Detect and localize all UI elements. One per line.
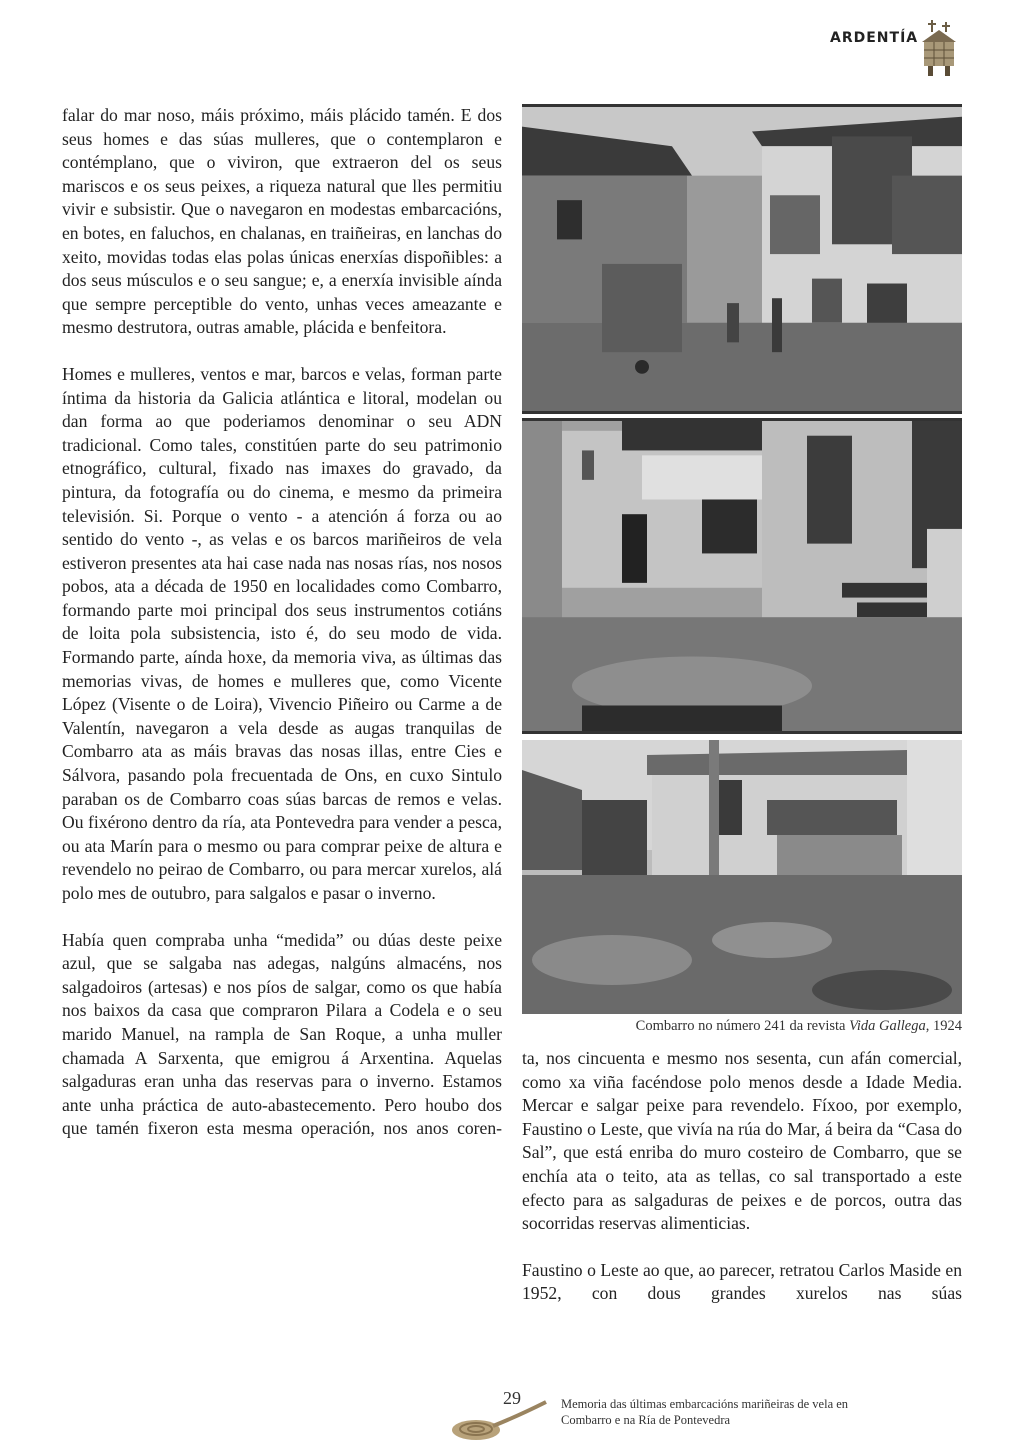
running-header-brand: ARDENTÍA <box>830 30 919 46</box>
paragraph-comercial: ta, nos cincuenta e mesmo nos sesenta, cun afán comercial, como xa viña facéndose polo menos desde a Idade Media. Mercar e salgar peixe para revendelo. Fíxoo, por exemplo, Faustino o Leste, que vivía na rúa do Mar, á beira da “Casa do Sal”, que está enriba do muro costeiro de Combarro, que se enchía ata o teito, ata as tellas, co sal transportado a este efecto para as salgaduras de peixes e de porcos, outra das socorridas reservas alimenticias. <box>522 1048 962 1234</box>
paragraph-faustino: Faustino o Leste ao que, ao parecer, retratou Carlos Maside en 1952, con dous grandes xurelos nas súas <box>522 1259 962 1304</box>
paragraph-intro: falar do mar noso, máis próximo, máis plácido tamén. E dos seus homes e das súas mulleres, que o contemplaron e contémplano, que o viviron, que extraeron del os seus mariscos e os seus peixes, a riqueza natural que lles permitiu vivir e subsistir. Que o navegaron en modestas embarcacións, en botes, en faluchos, en chalanas, en traiñeiras, en lanchas do xeito, movidas todas elas polas únicas enerxías dispoñibles: a dos seus músculos e o seu sangue; e, a enerxía invisible aínda que sempre perceptible do vento, unhas veces ameazante e mesmo destrutora, outras amable, plácida e benfeitora. <box>62 105 502 338</box>
paragraph-homes-mulleres: Homes e mulleres, ventos e mar, barcos e velas, forman parte íntima da historia da Galicia atlántica e litoral, modelan ou dan forma ao que poderiamos denominar o seu ADN tradicional. Como tales, constitúen parte do seu patrimonio etnográfico, cultural, fixado nas imaxes do gravado, da pintura, da fotografía ou do cinema, e mesmo da primeira televisión. Si. Porque o vento - a atención á forza ou ao sentido do vento -, as velas e os barcos mariñeiros de vela estiveron presentes ata hai case nada nas nosas rías, nos nosos pobos, ata a década de 1950 en localidades como Combarro, formando parte moi principal dos seus instrumentos cotiáns de loita pola subsistencia, isto é, do seu modo de vida. Formando parte, aínda hoxe, da memoria viva, as últimas das memorias vivas, de homes e mulleres que, como Vicente López (Visente o de Loira), Vivencio Piñeiro ou Carme a de Valentín, navegaron a vela desde as augas tranquilas de Combarro ata as máis bravas das nosas illas, entre Cies e Sálvora, pasando pola frecuentada de Ons, en cuxo Sintulo paraban os de Combarro coas súas barcas de remos e velas. Ou fixérono dentro da ría, ata Pontevedra para vender a pesca, ou ata Marín para o mesmo ou para comprar peixe de altura e revendelo no peirao de Combarro, ou para mercar xurelos, alá polo mes de outubro, para salgalos e pasar o inverno. <box>62 363 502 903</box>
page-number: 29 <box>503 1388 521 1408</box>
left-text-column <box>62 104 502 1141</box>
coiled-rope-icon <box>448 1392 548 1444</box>
running-footer-title <box>561 1396 848 1428</box>
photo-caption <box>522 1018 962 1035</box>
caption-magazine-title: Vida Gallega <box>849 1018 926 1034</box>
photo-house-cruceiro <box>522 740 962 1014</box>
right-text-column <box>522 1047 962 1306</box>
caption-text: Combarro no número 241 da revista <box>635 1018 850 1034</box>
footer-title-line-1: Memoria das últimas embarcacións mariñeiras de vela en <box>561 1397 849 1411</box>
caption-year: , 1924 <box>925 1018 962 1034</box>
horreo-granary-icon <box>918 18 960 80</box>
photo-street-houses-balcony <box>522 104 962 414</box>
photo-balustrade-stairs <box>522 418 962 734</box>
footer-title-line-2: Combarro e na Ría de Pontevedra <box>561 1413 731 1427</box>
paragraph-medida: Había quen compraba unha “medida” ou dúas deste peixe azul, que se salgaba nas adegas, nalgúns almacéns, nos salgadoiros (artesas) e nos píos de salgar, como os que había nos baixos da casa que compraron Pilara a Codela e o seu marido Manuel, na rampla de San Roque, a unha muller chamada A Sarxenta, que emigrou á Arxentina. Aquelas salgaduras eran unha das reservas para o inverno. Estamos ante unha práctica de auto-abastecemento. Pero houbo dos que tamén fixeron esta mesma operación, nos anos coren- <box>62 929 502 1139</box>
